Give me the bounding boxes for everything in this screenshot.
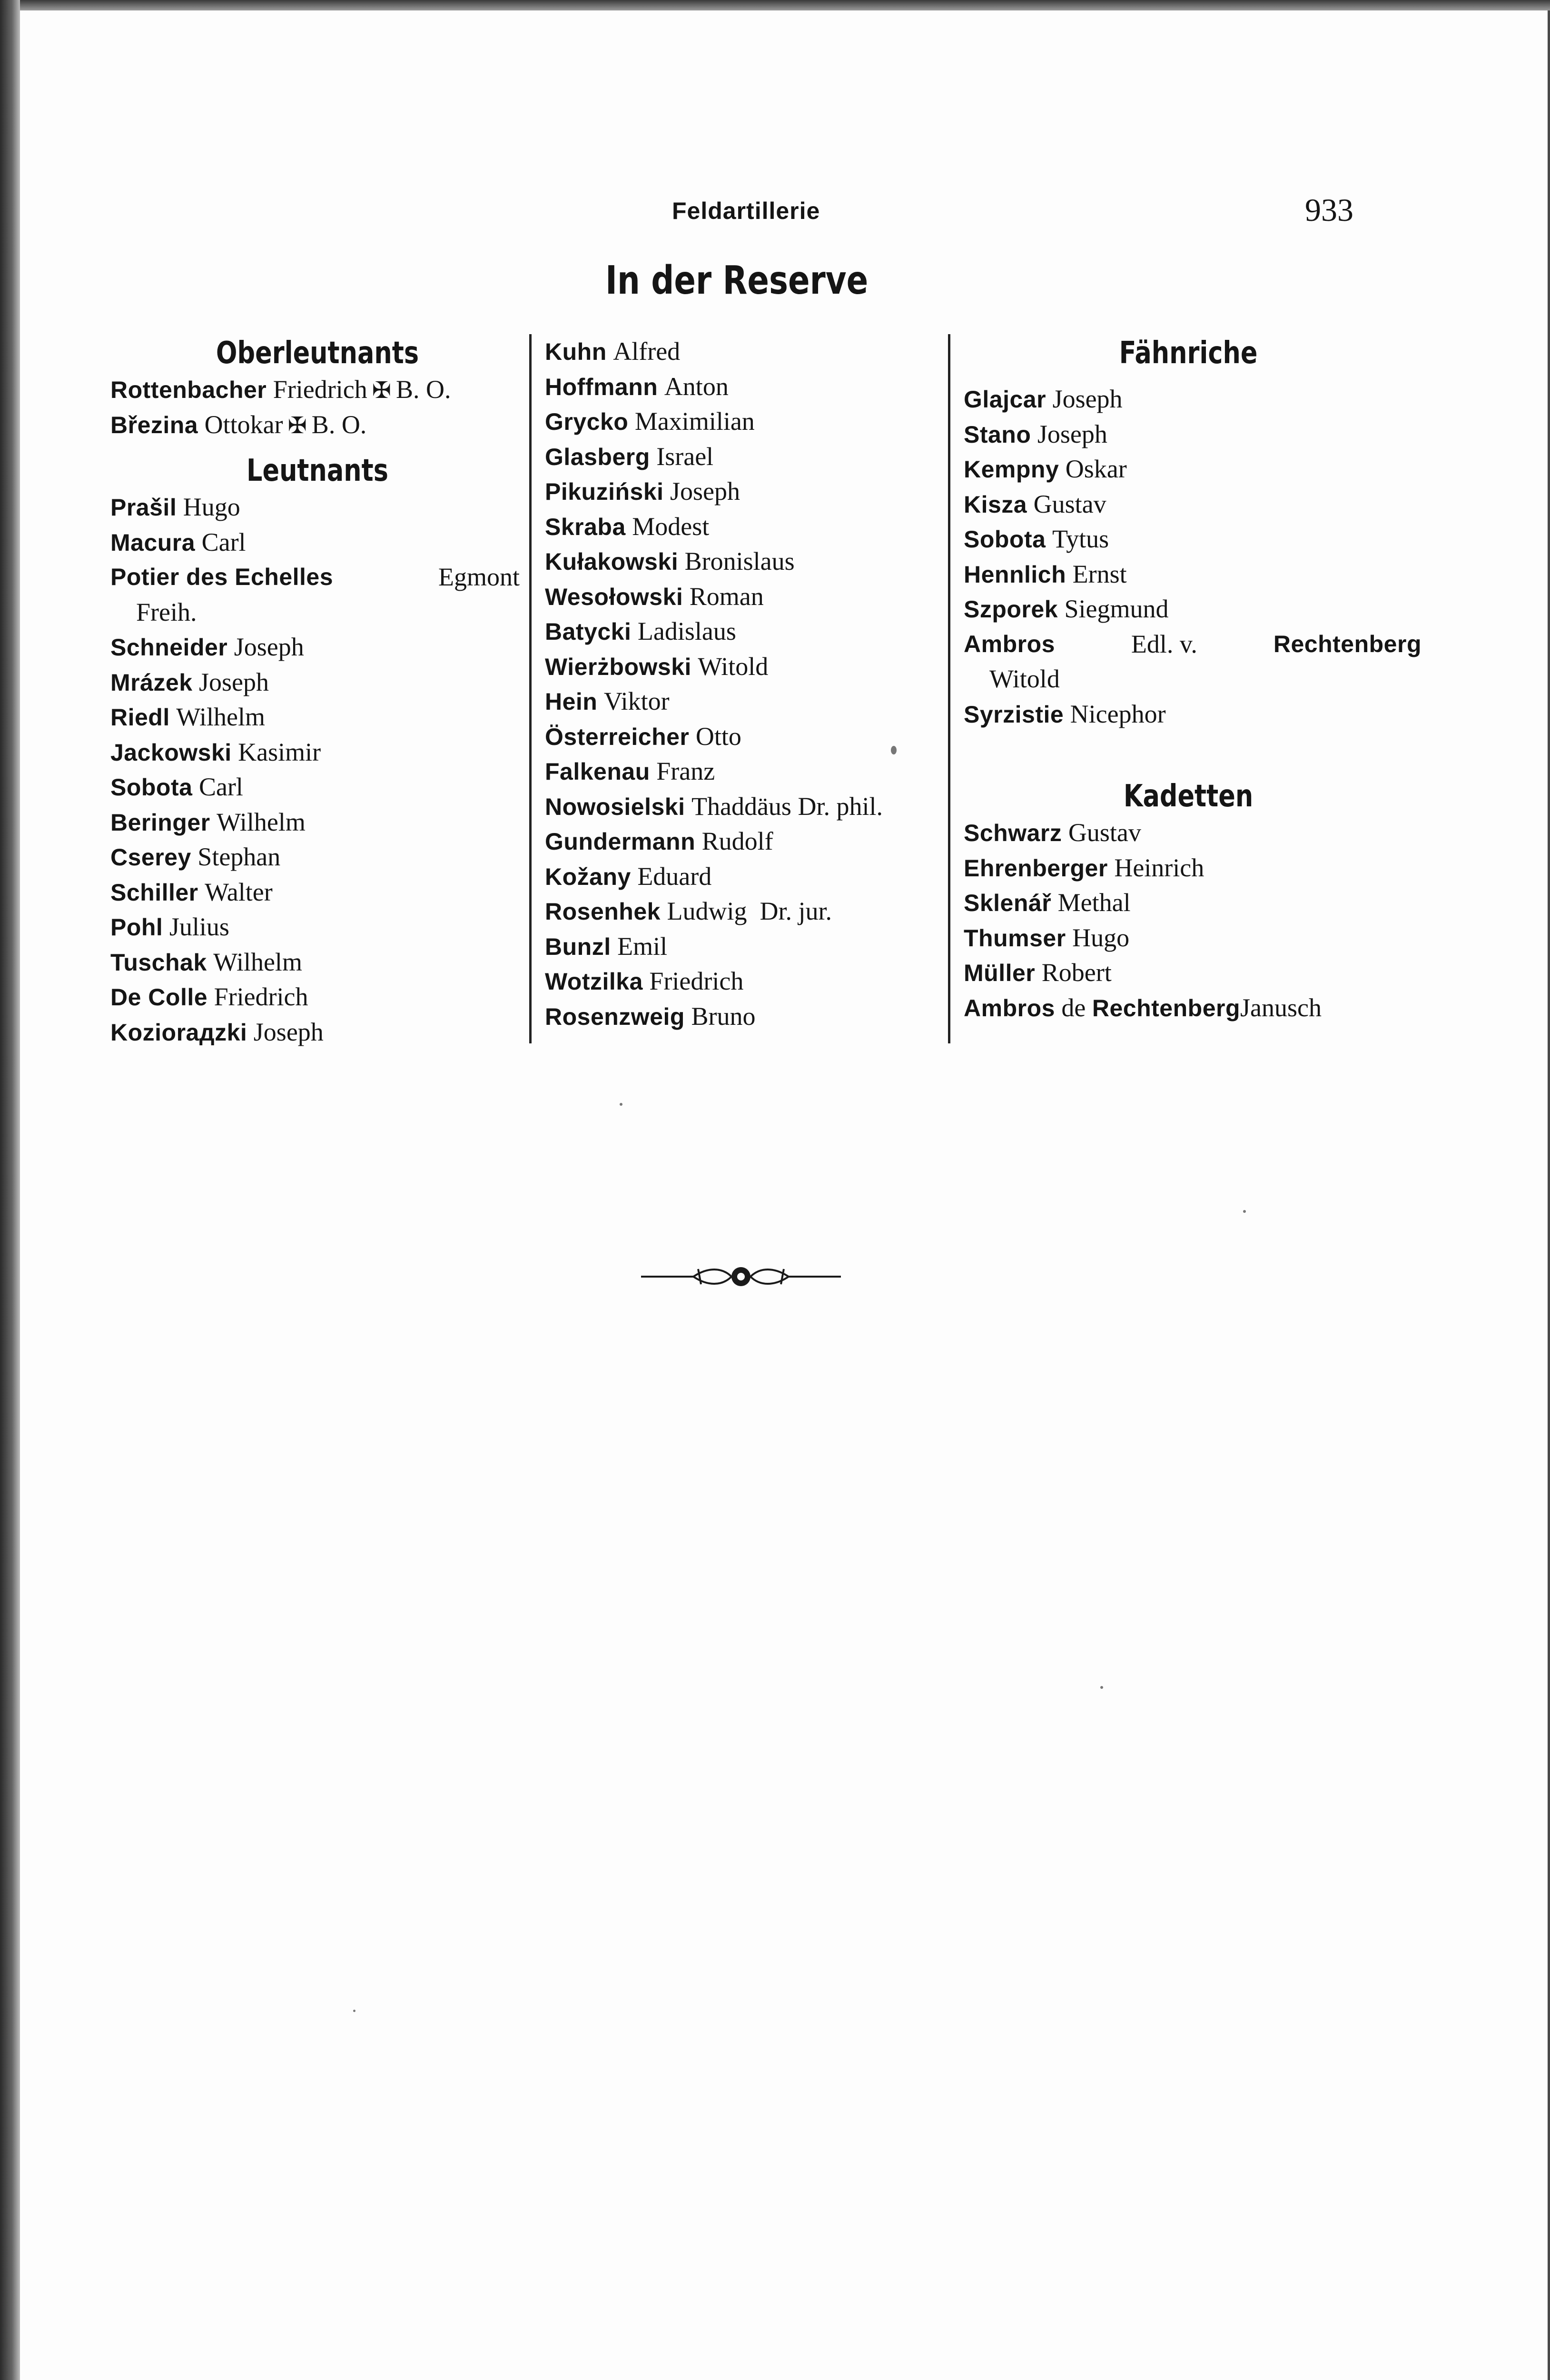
list-item [110,735,524,770]
scan-speck [1243,1210,1246,1213]
given-name: Egmont [438,563,520,591]
surname: Bunzl [545,933,611,960]
given-name: Rudolf [701,827,773,855]
given-name: Joseph [1052,385,1123,413]
given-name: Wilhelm [217,807,306,836]
surname: Březina [110,411,198,438]
scan-speck [620,1103,622,1106]
surname: Schwarz [964,820,1062,846]
given-name: Kasimir [238,737,321,766]
surname: Glajcar [964,386,1046,413]
surname-part: Rechtenberg [1092,994,1241,1021]
list-item [545,334,950,369]
running-title: Feldartillerie [672,198,820,224]
list-item [964,991,1426,1026]
list-item [110,490,524,525]
surname: Riedl [110,704,170,731]
list-item [545,579,950,615]
given-name: Alfred [613,337,681,366]
given-name: Maximilian [634,407,755,436]
given-name: Bruno [691,1002,756,1031]
given-name: Gustav [1033,489,1106,518]
list-item [110,407,524,443]
given-name: Thaddäus [691,792,791,821]
list-item [964,885,1426,921]
list-item [964,487,1426,522]
given-name: Witold [698,652,769,681]
given-name: Edl. v. [1131,629,1197,658]
given-name: Bronislaus [684,547,795,575]
given-name: Viktor [603,687,670,715]
surname: Falkenau [545,758,650,785]
reserve-list [532,334,950,1034]
page-number: 933 [1305,192,1353,228]
surname: Mrázek [110,669,193,696]
oberleutnants-list [110,372,524,442]
given-name: Walter [205,877,273,906]
surname: Ehrenberger [964,854,1108,882]
surname: Potier des Echelles [110,564,334,590]
given-name: Wilhelm [176,703,266,731]
degree: Dr. jur. [760,897,832,925]
section-heading-oberleutnants: Oberleutnants [216,336,419,371]
given-name: Eduard [637,862,712,891]
given-name: Joseph [253,1017,324,1046]
surname: Cserey [110,844,191,871]
surname: Müller [964,960,1036,986]
note: B. O. [395,375,451,404]
surname: Stano [964,421,1031,448]
list-item [110,805,524,840]
surname: Koziorадzki [110,1019,247,1046]
scan-speck [1100,1686,1103,1689]
surname: Rosenzweig [545,1003,685,1030]
list-item [964,557,1426,592]
list-item [110,980,524,1015]
surname: Kisza [964,491,1027,518]
given-name: Joseph [199,667,269,696]
given-name: Ernst [1072,559,1127,588]
given-name: Hugo [183,493,240,521]
surname: Macura [110,529,196,556]
given-name: Roman [689,582,764,611]
given-name: Franz [656,757,715,785]
surname: Ambros [964,630,1055,657]
given-name: Ladislaus [637,617,736,645]
surname: Pohl [110,914,163,941]
given-name: Julius [169,912,229,941]
list-item [545,789,950,824]
given-name: Tytus [1052,525,1109,553]
list-item [545,824,950,859]
given-name: Heinrich [1114,853,1204,882]
given-name: Modest [632,512,710,541]
surname: Kułakowski [545,548,679,575]
given-name: Otto [695,722,741,751]
list-item [110,525,524,560]
given-name: de [1061,993,1086,1022]
given-name: Friedrich [649,967,744,995]
surname: Schneider [110,634,228,661]
list-item [545,439,950,475]
given-name: Ottokar [204,410,283,439]
list-item [964,697,1426,732]
surname: Schiller [110,879,198,906]
leutnants-list [110,490,524,1050]
given-name: Carl [201,527,246,556]
kadetten-list [950,815,1426,1025]
surname: Ambros [964,994,1055,1021]
list-item [964,627,1426,662]
list-item [110,700,524,735]
list-item [110,945,524,980]
page-top-edge [20,0,1550,10]
surname: Wesołowski [545,583,683,610]
given-name: Stephan [197,843,281,871]
page-binding-edge [0,0,20,2380]
list-item [545,369,950,405]
page [20,10,1548,2380]
surname-part: Rechtenberg [1273,630,1422,657]
surname: Hoffmann [545,373,658,400]
given-name: Nicephor [1070,699,1166,728]
cross-icon: ✠ [287,413,307,438]
surname: Hennlich [964,561,1066,588]
surname: Szporek [964,596,1058,623]
surname: Batycki [545,618,632,645]
given-name: Hugo [1072,923,1130,952]
section-heading-faehnriche: Fähnriche [1119,336,1258,371]
list-item [964,851,1426,886]
given-name: Carl [198,773,243,801]
surname: Skraba [545,513,626,540]
given-name: Israel [656,442,714,471]
list-item [964,382,1426,417]
surname: Jackowski [110,739,232,766]
given-name: Wilhelm [213,947,302,976]
given-name: Janusch [1240,993,1322,1022]
given-name: Joseph [234,633,304,661]
list-item [964,522,1426,557]
surname: Sklenář [964,890,1052,916]
list-item [110,630,524,665]
main-heading: In der Reserve [605,258,869,303]
surname: Sobota [964,526,1046,553]
surname: De Colle [110,984,208,1011]
surname: Thumser [964,924,1066,952]
column-1 [110,334,524,1050]
ornament-divider [641,1262,841,1291]
list-item [110,875,524,910]
list-item [545,404,950,439]
list-item-continuation [964,662,1426,697]
list-item-continuation [110,595,524,630]
surname: Wotzilka [545,968,643,995]
list-item [545,544,950,579]
list-item [545,474,950,509]
list-item [110,665,524,700]
given-name: Friedrich [214,982,308,1011]
list-item [964,452,1426,487]
list-item [545,999,950,1034]
surname: Hein [545,688,598,715]
list-item [964,955,1426,991]
note: B. O. [311,410,367,439]
list-item [964,417,1426,452]
list-item [964,921,1426,956]
list-item [110,1015,524,1050]
list-item [110,770,524,805]
list-item [545,719,950,754]
list-item [110,840,524,875]
surname: Kempny [964,456,1059,483]
given-name: Siegmund [1064,595,1169,623]
list-item [545,964,950,999]
faehnriche-list [950,382,1426,732]
surname: Grycko [545,408,629,435]
surname: Rosenhek [545,898,661,925]
given-name: Witold [989,664,1060,693]
surname: Tuschak [110,949,207,976]
surname: Wierżbowski [545,653,691,680]
list-item [545,684,950,719]
given-name: Gustav [1068,818,1141,847]
column-3 [948,334,1426,1043]
surname: Prašil [110,494,177,521]
cross-icon: ✠ [372,378,391,403]
section-heading-leutnants: Leutnants [247,453,388,488]
degree: Dr. phil. [798,792,883,821]
list-item [110,560,524,595]
surname: Rottenbacher [110,377,267,403]
given-name: Methal [1057,888,1131,917]
title-suffix: Freih. [136,597,197,626]
list-item [545,614,950,649]
surname: Glasberg [545,443,650,470]
given-name: Friedrich [273,375,367,404]
list-item [545,754,950,789]
surname: Kožany [545,863,631,890]
given-name: Oskar [1065,455,1127,483]
column-2 [529,334,950,1043]
list-item [545,509,950,545]
list-item [545,894,950,929]
given-name: Anton [664,372,729,401]
surname: Gundermann [545,828,696,855]
surname: Österreicher [545,723,690,750]
list-item [545,929,950,964]
section-heading-kadetten: Kadetten [1123,779,1254,814]
given-name: Robert [1041,958,1112,987]
surname: Nowosielski [545,793,685,820]
surname: Beringer [110,809,210,836]
list-item [545,859,950,894]
list-item [110,372,524,407]
list-item [964,815,1426,851]
given-name: Joseph [1037,419,1107,448]
surname: Kuhn [545,338,607,365]
list-item [964,592,1426,627]
scan-speck [891,746,897,754]
given-name: Ludwig [667,897,747,925]
surname: Syrzistie [964,701,1064,728]
surname: Sobota [110,774,193,801]
list-item [110,910,524,945]
given-name: Joseph [670,477,740,506]
surname: Pikuziński [545,478,664,505]
given-name: Emil [617,932,668,961]
scan-speck [353,2010,355,2012]
list-item [545,649,950,684]
